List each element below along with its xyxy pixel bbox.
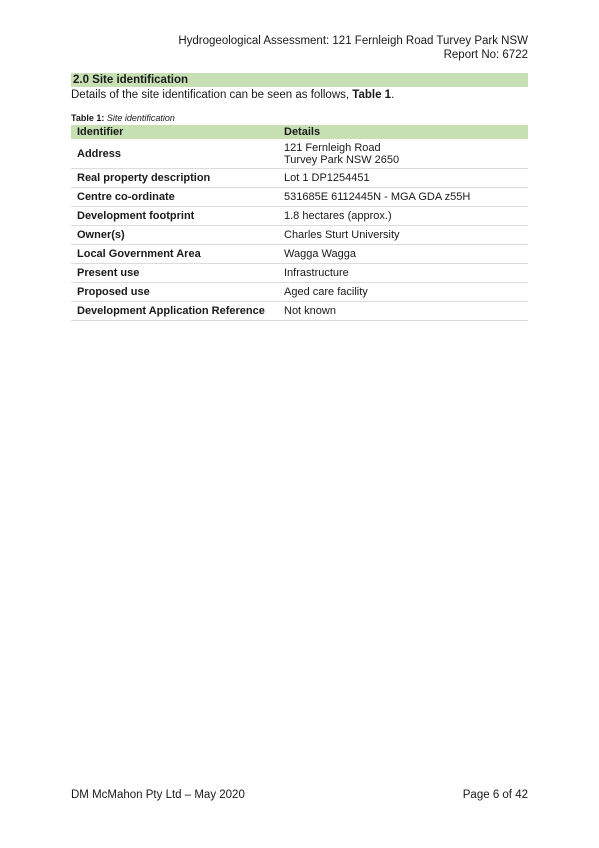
row-identifier: Development Application Reference [71,302,278,321]
row-identifier: Owner(s) [71,226,278,245]
row-details: Infrastructure [278,264,528,283]
row-details: 1.8 hectares (approx.) [278,207,528,226]
row-details: Charles Sturt University [278,226,528,245]
intro-suffix: . [391,89,395,101]
row-identifier: Development footprint [71,207,278,226]
table-row [71,169,528,188]
row-details: Aged care facility [278,283,528,302]
table-row [71,245,528,264]
address-line-2: Turvey Park NSW 2650 [284,153,400,166]
intro-text: Details of the site identification can be seen as follows, [71,89,353,101]
intro-table-reference: Table 1 [352,89,392,101]
site-identification-table [71,125,528,321]
row-identifier: Centre co-ordinate [71,188,278,207]
table-row [71,207,528,226]
section-heading: 2.0 Site identification [71,73,528,87]
row-details: Lot 1 DP1254451 [278,169,528,188]
header-title: Hydrogeological Assessment: 121 Fernleigh Road Turvey Park NSW [178,35,528,47]
row-details: Not known [278,302,528,321]
row-identifier: Real property description [71,169,278,188]
row-identifier: Address [71,139,278,169]
header-report-number: Report No: 6722 [443,49,528,61]
table-row [71,264,528,283]
caption-text: Site identification [106,113,175,123]
row-identifier: Present use [71,264,278,283]
column-header-details: Details [278,125,528,139]
table-row [71,226,528,245]
footer-page-number: Page 6 of 42 [462,789,528,801]
table-row [71,283,528,302]
table-caption [71,113,175,124]
table-row [71,302,528,321]
footer-company-date: DM McMahon Pty Ltd – May 2020 [71,789,245,801]
table-row [71,188,528,207]
table-row [71,139,528,169]
address-line-1: 121 Fernleigh Road [284,141,381,154]
table-header-row [71,125,528,139]
row-details: 531685E 6112445N - MGA GDA z55H [278,188,528,207]
row-identifier: Local Government Area [71,245,278,264]
page-header [68,34,528,62]
row-identifier: Proposed use [71,283,278,302]
column-header-identifier: Identifier [71,125,278,139]
caption-label: Table 1: [71,113,105,123]
row-details: Wagga Wagga [278,245,528,264]
row-details [278,139,528,169]
section-intro [71,88,528,102]
